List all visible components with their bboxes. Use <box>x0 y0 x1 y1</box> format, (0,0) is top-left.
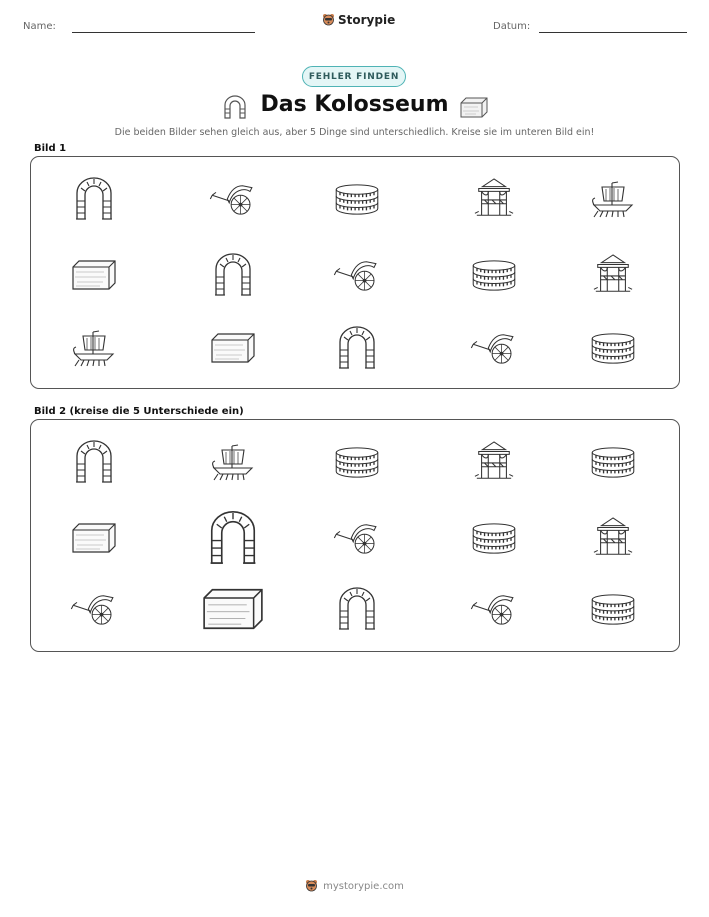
name-field[interactable] <box>72 32 255 33</box>
bild2-arch-icon[interactable] <box>74 440 114 484</box>
bild2-stone-block-large-icon[interactable] <box>200 584 266 634</box>
bild1-ship-icon[interactable] <box>590 179 636 219</box>
bild1-colosseum-icon[interactable] <box>590 331 636 365</box>
instructions: Die beiden Bilder sehen gleich aus, aber 5 Dinge sind unterschiedlich. Kreise sie im unteren Bild ein! <box>114 127 595 138</box>
bild1-label: Bild 1 <box>34 143 67 154</box>
bild1-arch-icon[interactable] <box>337 326 377 370</box>
bild1-chariot-icon[interactable] <box>208 182 258 216</box>
stone-block-icon <box>458 96 490 118</box>
footer-site: mystorypie.com <box>323 880 404 892</box>
bild1-chariot-icon[interactable] <box>332 258 382 292</box>
bild2-gazebo-icon[interactable] <box>592 515 634 561</box>
bild2-colosseum-icon[interactable] <box>471 521 517 555</box>
bear-logo-icon <box>322 13 335 27</box>
bild2-colosseum-icon[interactable] <box>590 445 636 479</box>
bild2-colosseum-icon[interactable] <box>334 445 380 479</box>
bild2-label: Bild 2 (kreise die 5 Unterschiede ein) <box>34 406 244 417</box>
bild2-chariot-icon[interactable] <box>332 521 382 555</box>
bild2-ship-icon[interactable] <box>210 442 256 482</box>
logo-text: Storypie <box>338 13 396 27</box>
bild2-arch-icon[interactable] <box>337 587 377 631</box>
bild2-stone-block-icon[interactable] <box>70 521 118 555</box>
bild1-arch-icon[interactable] <box>213 253 253 297</box>
bild2-colosseum-icon[interactable] <box>590 592 636 626</box>
category-badge: FEHLER FINDEN <box>302 66 406 87</box>
bild1-gazebo-icon[interactable] <box>592 252 634 298</box>
bild1-colosseum-icon[interactable] <box>471 258 517 292</box>
bild1-stone-block-icon[interactable] <box>209 331 257 365</box>
bild2-gazebo-icon[interactable] <box>473 439 515 485</box>
footer <box>0 879 709 893</box>
bild1-chariot-icon[interactable] <box>469 331 519 365</box>
date-field[interactable] <box>539 32 687 33</box>
name-label: Name: <box>23 21 56 32</box>
date-label: Datum: <box>493 21 531 32</box>
bild1-colosseum-icon[interactable] <box>334 182 380 216</box>
bild2-arch-large-icon[interactable] <box>208 507 258 569</box>
storypie-logo <box>322 13 395 27</box>
bear-logo-icon <box>305 879 318 893</box>
bild2-chariot-icon[interactable] <box>69 592 119 626</box>
bild1-arch-icon[interactable] <box>74 177 114 221</box>
bild1-gazebo-icon[interactable] <box>473 176 515 222</box>
bild1-stone-block-icon[interactable] <box>70 258 118 292</box>
page-title: Das Kolosseum <box>260 92 449 117</box>
bild2-chariot-icon[interactable] <box>469 592 519 626</box>
bild1-ship-icon[interactable] <box>71 328 117 368</box>
